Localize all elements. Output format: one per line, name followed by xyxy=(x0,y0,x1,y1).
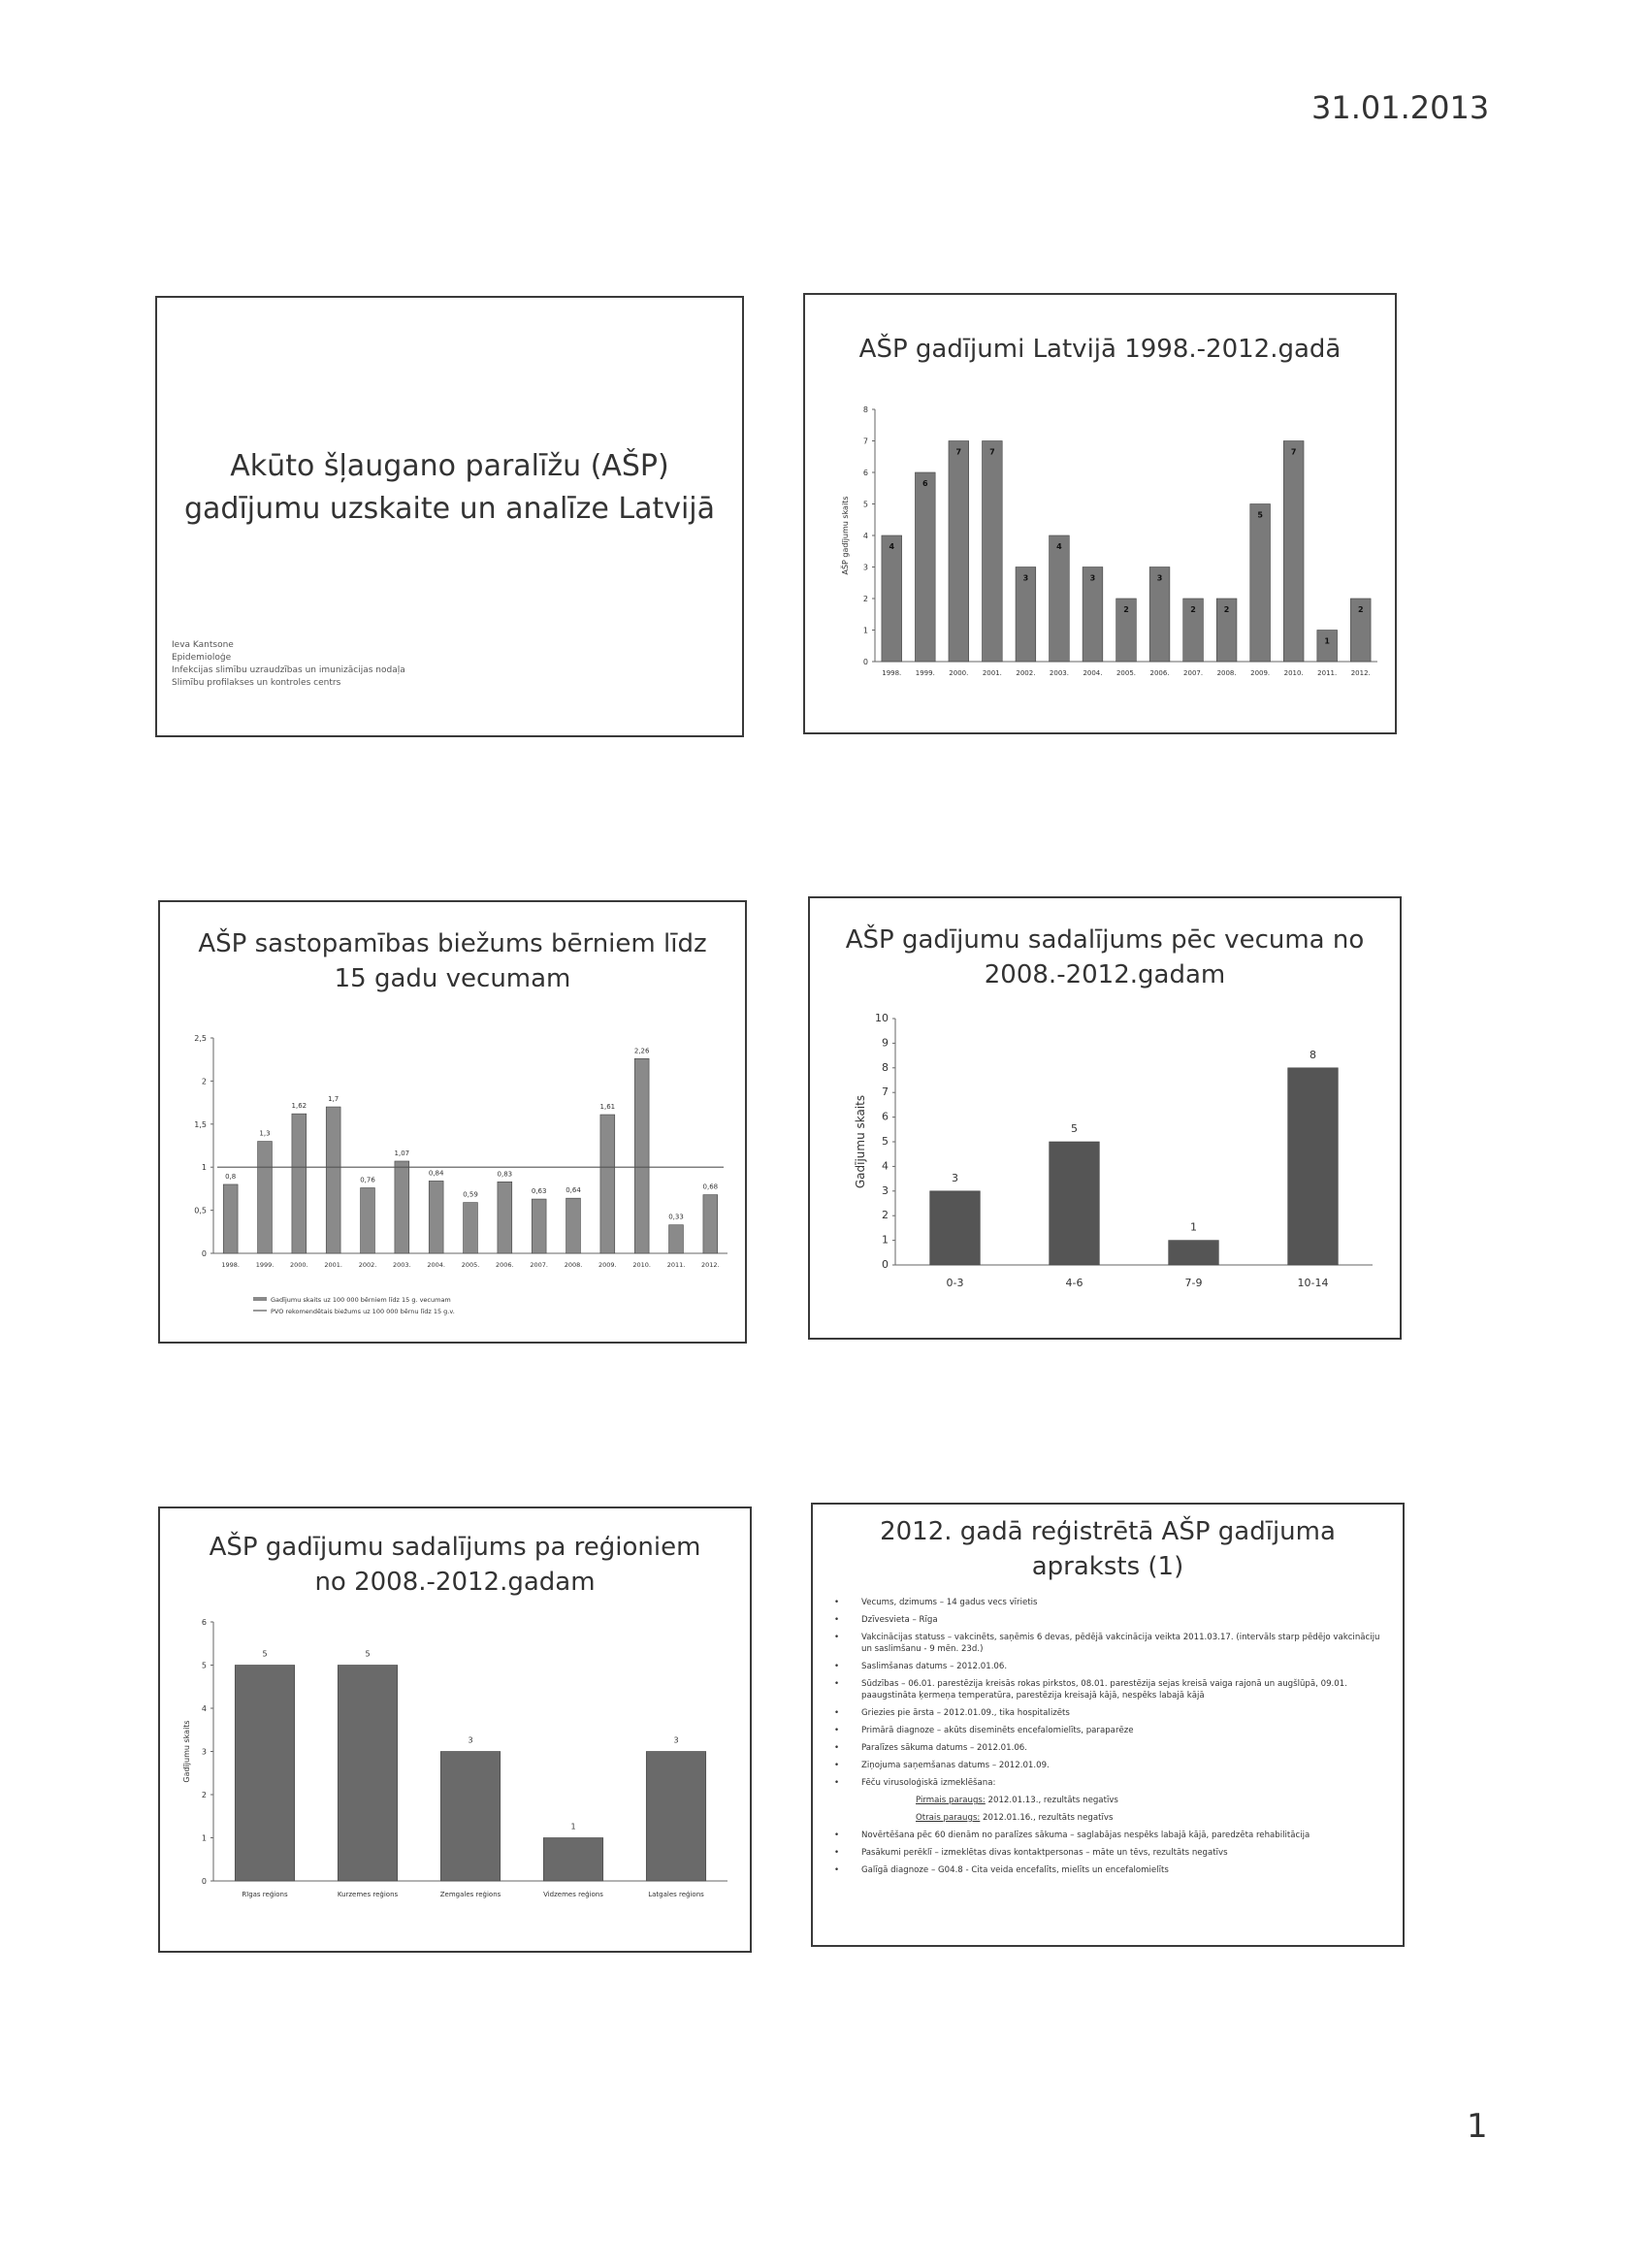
y-tick-label: 2 xyxy=(882,1209,889,1222)
data-label: 7 xyxy=(1290,447,1297,457)
data-label: 0,76 xyxy=(360,1176,375,1184)
bar xyxy=(600,1115,615,1253)
data-label: 7 xyxy=(989,447,995,457)
x-tick-label: Kurzemes reģions xyxy=(337,1891,399,1898)
y-tick-label: 5 xyxy=(201,1661,207,1670)
bar xyxy=(543,1838,602,1882)
case-item: • Vakcinācijas statuss – vakcinēts, saņēmis 6 devas, pēdējā vakcinācija veikta 2011.03.17. (intervāls starp pēdējo vakcināciju un saslimšanu - 9 mēn. 23d.) xyxy=(834,1632,1389,1655)
x-tick-label: 2002. xyxy=(1016,669,1036,677)
x-tick-label: Zemgales reģions xyxy=(439,1891,501,1898)
bar xyxy=(983,441,1003,663)
data-label: 1,7 xyxy=(328,1095,340,1104)
y-tick-label: 1 xyxy=(862,626,868,635)
case-item: • Primārā diagnoze – akūts diseminēts encefalomielīts, paraparēze xyxy=(834,1725,1389,1736)
y-tick-label: 1,5 xyxy=(194,1119,207,1129)
bar xyxy=(498,1182,512,1253)
bar xyxy=(361,1188,375,1253)
data-label: 1 xyxy=(570,1822,576,1831)
data-label: 2 xyxy=(1123,605,1129,614)
x-tick-label: 2005. xyxy=(461,1261,480,1269)
data-label: 0,84 xyxy=(428,1169,444,1178)
y-tick-label: 3 xyxy=(862,563,868,572)
bar xyxy=(464,1203,478,1253)
bar xyxy=(646,1752,705,1882)
bar xyxy=(1283,441,1304,663)
x-tick-label: 1998. xyxy=(221,1261,240,1269)
y-tick-label: 3 xyxy=(201,1747,207,1757)
x-tick-label: 2008. xyxy=(1216,669,1237,677)
x-tick-label: 2011. xyxy=(666,1261,686,1269)
data-label: 1,61 xyxy=(599,1103,616,1112)
case-item: • Saslimšanas datums – 2012.01.06. xyxy=(834,1661,1389,1672)
slide-5-chart xyxy=(158,1507,752,1953)
data-label: 5 xyxy=(365,1649,371,1659)
x-tick-label: 2006. xyxy=(496,1261,514,1269)
data-label: 1,62 xyxy=(291,1102,307,1111)
bar xyxy=(915,472,935,662)
x-tick-label: 2000. xyxy=(290,1261,308,1269)
data-label: 2,26 xyxy=(633,1047,650,1055)
x-tick-label: 2008. xyxy=(564,1261,583,1269)
slide-3-chart xyxy=(158,900,747,1344)
slide-3-heading: AŠP sastopamības biežums bērniem līdz 15 gadu vecumam xyxy=(198,929,707,993)
slide-6-text xyxy=(811,1503,1405,1947)
bar xyxy=(930,1191,981,1265)
data-label: 0,8 xyxy=(225,1172,237,1181)
case-item: • Ziņojuma saņemšanas datums – 2012.01.09. xyxy=(834,1760,1389,1771)
x-tick-label: 2000. xyxy=(949,669,969,677)
data-label: 0,64 xyxy=(566,1186,581,1195)
region-distribution-chart xyxy=(160,1508,750,1951)
data-label: 8 xyxy=(1310,1048,1316,1061)
bar xyxy=(566,1198,581,1253)
y-axis-title: Gadījumu skaits xyxy=(182,1720,191,1783)
y-axis-title: AŠP gadījumu skaits xyxy=(841,496,850,575)
y-tick-label: 6 xyxy=(882,1110,889,1123)
data-label: 5 xyxy=(1071,1122,1078,1135)
data-label: 1,07 xyxy=(394,1149,410,1157)
legend-label-bars: Gadījumu skaits uz 100 000 bērniem līdz 15 g. vecumam xyxy=(271,1296,451,1304)
bar xyxy=(1169,1241,1219,1265)
case-item: • Vecums, dzimums – 14 gadus vecs vīrietis xyxy=(834,1597,1389,1608)
y-tick-label: 6 xyxy=(201,1618,207,1627)
data-label: 5 xyxy=(1257,510,1263,520)
data-label: 3 xyxy=(1089,573,1096,583)
y-tick-label: 4 xyxy=(201,1704,207,1713)
incidence-chart xyxy=(160,902,745,1342)
legend-label-line: PVO rekomendētais biežums uz 100 000 bērnu līdz 15 g.v. xyxy=(271,1308,455,1315)
x-tick-label: 1999. xyxy=(255,1261,275,1269)
data-label: 0,33 xyxy=(668,1213,684,1221)
x-tick-label: 10-14 xyxy=(1297,1277,1329,1289)
x-tick-label: Vidzemes reģions xyxy=(543,1891,603,1898)
bar xyxy=(1288,1068,1339,1265)
case-item: • Novērtēšana pēc 60 dienām no paralīzes sākuma – saglabājas nespēks labajā kājā, paredzēta rehabilitācija xyxy=(834,1830,1389,1841)
x-tick-label: 2007. xyxy=(1183,669,1204,677)
bar xyxy=(1050,1142,1100,1265)
x-tick-label: 2004. xyxy=(1083,669,1103,677)
y-tick-label: 7 xyxy=(862,437,868,446)
bar xyxy=(395,1161,409,1253)
bar xyxy=(882,535,902,662)
bar xyxy=(1050,535,1070,662)
case-subitem-sample-1 xyxy=(834,1795,1389,1806)
age-distribution-chart xyxy=(810,898,1400,1338)
x-tick-label: Latgales reģions xyxy=(648,1891,704,1898)
author-block xyxy=(172,639,405,690)
page-number: 1 xyxy=(1467,2107,1488,2146)
case-item: • Griezies pie ārsta – 2012.01.09., tika hospitalizēts xyxy=(834,1707,1389,1719)
data-label: 3 xyxy=(1022,573,1029,583)
data-label: 3 xyxy=(1156,573,1163,583)
cases-by-year-chart xyxy=(805,295,1395,732)
x-tick-label: 2012. xyxy=(701,1261,720,1269)
y-tick-label: 5 xyxy=(882,1135,889,1148)
data-label: 6 xyxy=(922,479,928,488)
data-label: 2 xyxy=(1357,605,1364,614)
slide-5-heading: AŠP gadījumu sadalījums pa reģioniem no 2008.-2012.gadam xyxy=(209,1533,701,1597)
bar xyxy=(292,1114,307,1253)
data-label: 7 xyxy=(955,447,962,457)
x-tick-label: 7-9 xyxy=(1184,1277,1203,1289)
y-tick-label: 2 xyxy=(201,1791,207,1799)
bar xyxy=(326,1107,340,1253)
slide-4-heading: AŠP gadījumu sadalījums pēc vecuma no 2008.-2012.gadam xyxy=(845,925,1365,989)
slide-6-heading: 2012. gadā reģistrētā AŠP gadījuma apraksts (1) xyxy=(880,1517,1336,1581)
y-tick-label: 0 xyxy=(882,1258,889,1271)
x-tick-label: 2001. xyxy=(982,669,1002,677)
bar xyxy=(634,1058,649,1253)
bar xyxy=(258,1142,273,1253)
y-tick-label: 1 xyxy=(201,1833,207,1843)
data-label: 4 xyxy=(889,542,895,551)
x-tick-label: 2009. xyxy=(598,1261,617,1269)
x-tick-label: 2004. xyxy=(427,1261,445,1269)
y-tick-label: 8 xyxy=(862,405,868,414)
x-tick-label: 2007. xyxy=(530,1261,548,1269)
bar xyxy=(949,441,969,663)
bar xyxy=(532,1199,546,1253)
data-label: 3 xyxy=(673,1735,679,1745)
y-tick-label: 5 xyxy=(862,500,868,509)
slide-1-title xyxy=(155,296,744,737)
page-date: 31.01.2013 xyxy=(1311,89,1490,126)
data-label: 2 xyxy=(1190,605,1196,614)
x-tick-label: 2003. xyxy=(1049,669,1069,677)
x-tick-label: 2009. xyxy=(1250,669,1271,677)
slide-2-chart xyxy=(803,293,1397,734)
y-tick-label: 9 xyxy=(882,1036,889,1050)
data-label: 0,83 xyxy=(497,1170,513,1179)
bar xyxy=(235,1666,294,1882)
x-tick-label: 2001. xyxy=(324,1261,342,1269)
author-org: Slimību profilakses un kontroles centrs xyxy=(172,678,341,688)
data-label: 1 xyxy=(1324,636,1330,646)
sample-1-text: 2012.01.13., rezultāts negatīvs xyxy=(985,1796,1118,1805)
y-tick-label: 0,5 xyxy=(194,1206,207,1215)
x-tick-label: 2011. xyxy=(1317,669,1338,677)
case-item: • Galīgā diagnoze – G04.8 - Cita veida encefalīts, mielīts un encefalomielīts xyxy=(834,1864,1389,1876)
data-label: 0,59 xyxy=(463,1190,478,1199)
case-item: • Pasākumi perēklī – izmeklētas divas kontaktpersonas – māte un tēvs, rezultāts negatīvs xyxy=(834,1847,1389,1859)
slide-4-chart xyxy=(808,896,1402,1340)
y-tick-label: 2,5 xyxy=(194,1034,207,1043)
data-label: 1 xyxy=(1190,1220,1197,1234)
y-tick-label: 7 xyxy=(882,1085,889,1099)
y-tick-label: 10 xyxy=(875,1012,889,1024)
x-tick-label: 2002. xyxy=(358,1261,377,1269)
bar xyxy=(338,1666,397,1882)
bar xyxy=(440,1752,500,1882)
case-subitem-sample-2 xyxy=(834,1812,1389,1824)
case-item: • Sūdzības – 06.01. parestēzija kreisās rokas pirkstos, 08.01. parestēzija sejas kreisā vaiga rajonā un augšlūpā, 09.01. paaugstināta ķermeņa temperatūra, parestēzija kreisajā kājā, nespēks labajā kājā xyxy=(834,1678,1389,1701)
x-tick-label: 2012. xyxy=(1350,669,1371,677)
y-tick-label: 4 xyxy=(862,532,868,540)
slide-2-heading: AŠP gadījumi Latvijā 1998.-2012.gadā xyxy=(858,335,1342,364)
y-tick-label: 0 xyxy=(862,658,868,666)
sample-2-text: 2012.01.16., rezultāts negatīvs xyxy=(980,1813,1114,1823)
x-tick-label: 2010. xyxy=(632,1261,651,1269)
bar xyxy=(223,1184,238,1253)
case-item: • Dzīvesvieta – Rīga xyxy=(834,1614,1389,1626)
data-label: 2 xyxy=(1223,605,1230,614)
x-tick-label: 2006. xyxy=(1149,669,1170,677)
sample-1-label: Pirmais paraugs: xyxy=(916,1796,986,1805)
data-label: 4 xyxy=(1056,542,1062,551)
data-label: 1,3 xyxy=(259,1129,271,1138)
y-tick-label: 0 xyxy=(201,1877,207,1886)
bar xyxy=(669,1225,684,1253)
bar xyxy=(1250,504,1271,663)
case-item: • Fēču virusoloģiskā izmeklēšana: xyxy=(834,1777,1389,1789)
case-description-list xyxy=(834,1597,1389,1882)
case-item: • Paralīzes sākuma datums – 2012.01.06. xyxy=(834,1742,1389,1754)
y-tick-label: 0 xyxy=(201,1249,207,1258)
bar xyxy=(703,1195,718,1253)
legend-swatch-bars xyxy=(253,1297,267,1301)
y-tick-label: 6 xyxy=(862,469,868,477)
data-label: 3 xyxy=(952,1171,958,1184)
y-tick-label: 3 xyxy=(882,1183,889,1197)
author-name: Ieva Kantsone xyxy=(172,640,234,650)
bar xyxy=(1317,631,1338,663)
sample-2-label: Otrais paraugs: xyxy=(916,1813,981,1823)
y-axis-title: Gadījumu skaits xyxy=(854,1094,867,1189)
data-label: 5 xyxy=(262,1649,268,1659)
data-label: 0,63 xyxy=(531,1187,547,1196)
x-tick-label: 1998. xyxy=(882,669,902,677)
y-tick-label: 2 xyxy=(862,595,868,603)
x-tick-label: 4-6 xyxy=(1065,1277,1083,1289)
y-tick-label: 1 xyxy=(201,1163,207,1173)
y-tick-label: 8 xyxy=(882,1060,889,1074)
y-tick-label: 1 xyxy=(882,1233,889,1247)
y-tick-label: 2 xyxy=(201,1077,207,1086)
slide-1-heading: Akūto šļaugano paralīžu (AŠP) gadījumu uzskaite un analīze Latvijā xyxy=(183,449,716,526)
x-tick-label: 2005. xyxy=(1116,669,1137,677)
x-tick-label: 2010. xyxy=(1283,669,1304,677)
author-role: Epidemioloģe xyxy=(172,653,232,663)
data-label: 0,68 xyxy=(702,1183,719,1191)
author-dept: Infekcijas slimību uzraudzības un imunizācijas nodaļa xyxy=(172,665,405,675)
y-tick-label: 4 xyxy=(882,1159,889,1173)
x-tick-label: Rīgas reģions xyxy=(242,1891,288,1898)
x-tick-label: 2003. xyxy=(393,1261,411,1269)
data-label: 3 xyxy=(468,1735,473,1745)
bar xyxy=(429,1181,443,1253)
x-tick-label: 0-3 xyxy=(946,1277,964,1289)
x-tick-label: 1999. xyxy=(915,669,935,677)
